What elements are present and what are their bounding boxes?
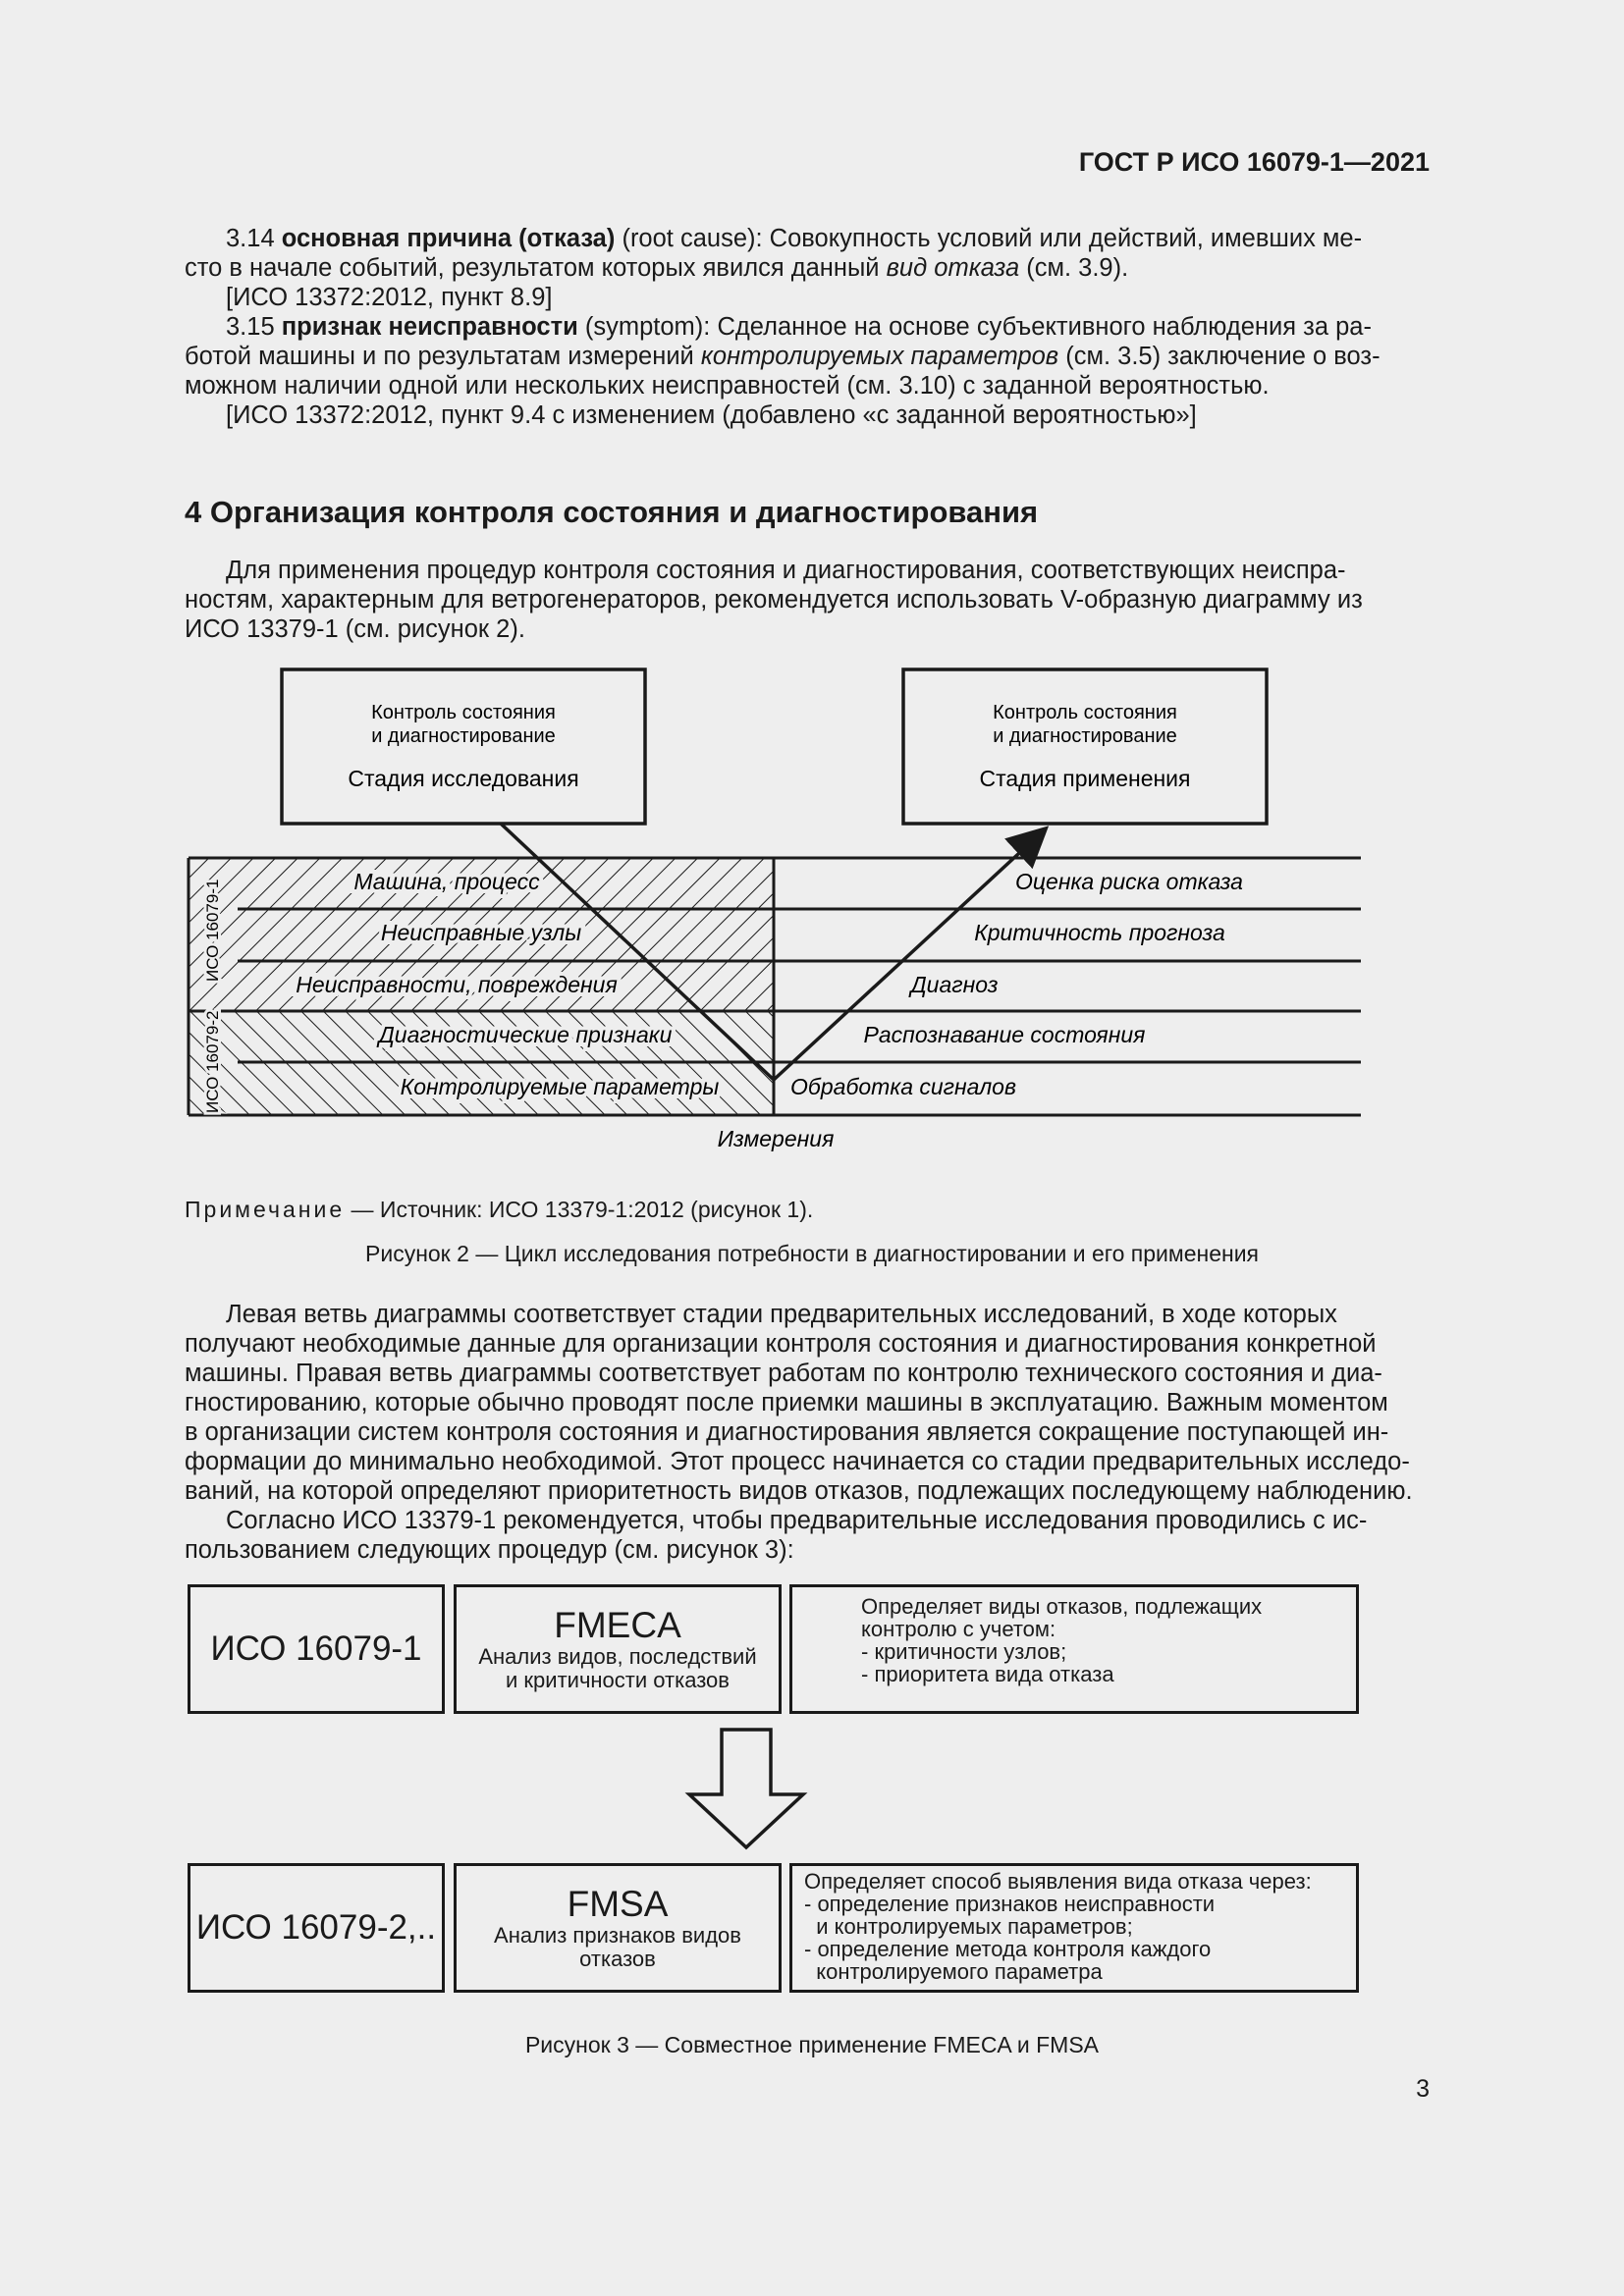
left-row-2: Неисправные узлы — [380, 920, 582, 945]
figure-2-note: Примечание — Источник: ИСО 13379-1:2012 (рисунок 1). — [185, 1197, 814, 1222]
term-root-cause: основная причина (отказа) — [281, 225, 616, 252]
section-intro: Для применения процедур контроля состояния и диагностирования, соответствующих неиспра- ностям, характерным для ветрогенераторов, рекомендуется использовать V-образную диаграмму из ИСО 13379-1 (см. рисунок 2). — [185, 557, 1363, 643]
body-paragraphs: Левая ветвь диаграммы соответствует стадии предварительных исследований, в ходе которых получают необходимые данные для организации контроля состояния и диагностирования конкретной машины. Правая ветвь диаграммы соответствует работам по контролю технического состояния и диа- гностированию, которые обычно проводят после приемки машины в эксплуатацию. Важным моментом в организации систем контроля состояния и диагностирования является сокращение поступающей ин- формации до минимально необходимой. Этот процесс начинается со стадии предварительных исследо- ваний, на которой определяют приоритетность видов отказов, подлежащих последующему наблюдению. Согласно ИСО 13379-1 рекомендуется, чтобы предварительные исследования проводились с ис- пользованием следующих процедур (см. рисунок 3): — [185, 1301, 1413, 1564]
term-symptom: признак неисправности — [281, 313, 578, 341]
research-box-line2: и диагностирование — [371, 725, 556, 747]
right-row-3: Диагноз — [910, 972, 999, 997]
definitions-block: 3.14 основная причина (отказа) (root cause): Совокупность условий или действий, имевших ме- сто в начале событий, результатом которых явился данный вид отказа (см. 3.9). [ИСО 13372:2012, пункт 8.9] 3.15 признак неисправности (symptom): Сделанное на основе субъективного наблюдения за ра- ботой машины и по результатам измерений контролируемых параметров (см. 3.5) заключение о воз- можном наличии одной или нескольких неисправностей (см. 3.10) с заданной вероятностью. [ИСО 13372:2012, пункт 9.4 с изменением (добавлено «с заданной вероятностью»] — [185, 224, 1430, 430]
research-box-stage: Стадия исследования — [348, 766, 579, 791]
fig3-fmsa-box: FMSA Анализ признаков видов отказов — [454, 1863, 782, 1993]
definition-3-15: 3.15 признак неисправности (symptom): Сделанное на основе субъективного наблюдения за ра- — [226, 313, 1372, 341]
fig3-fmeca-description: Определяет виды отказов, подлежащих контролю с учетом: - критичности узлов; - приоритета вида отказа — [789, 1584, 1359, 1714]
left-row-3: Неисправности, повреждения — [296, 972, 618, 997]
application-box-line1: Контроль состояния — [993, 702, 1177, 723]
fig3-fmsa-description: Определяет способ выявления вида отказа через: - определение признаков неисправности и контролируемых параметров; - определение метода контроля каждого контролируемого параметра — [789, 1863, 1359, 1993]
figure-2-caption: Рисунок 2 — Цикл исследования потребности в диагностировании и его применения — [365, 1241, 1259, 1266]
fig3-standard-1: ИСО 16079-1 — [188, 1584, 445, 1714]
left-row-5: Контролируемые параметры — [400, 1074, 720, 1099]
research-box-line1: Контроль состояния — [371, 702, 556, 723]
right-row-2: Критичность прогноза — [974, 920, 1225, 945]
page-number: 3 — [1416, 2075, 1430, 2103]
side-label-16079-2: ИСО 16079-2 — [203, 1010, 222, 1113]
figure-2-v-diagram — [0, 658, 1624, 1168]
right-row-5: Обработка сигналов — [790, 1074, 1016, 1099]
left-row-4: Диагностические признаки — [378, 1022, 673, 1047]
source-3-15: [ИСО 13372:2012, пункт 9.4 с изменением (добавлено «с заданной вероятностью»] — [226, 401, 1197, 429]
section-heading: 4 Организация контроля состояния и диагностирования — [185, 495, 1039, 529]
right-row-4: Распознавание состояния — [863, 1022, 1146, 1047]
left-row-1: Машина, процесс — [353, 869, 540, 894]
definition-3-14: 3.14 основная причина (отказа) (root cause): Совокупность условий или действий, имевших ме- — [226, 225, 1363, 252]
figure-3-caption: Рисунок 3 — Совместное применение FMECA и FMSA — [524, 2032, 1100, 2057]
right-row-1: Оценка риска отказа — [1015, 869, 1243, 894]
source-3-14: [ИСО 13372:2012, пункт 8.9] — [226, 284, 553, 311]
fig3-standard-2: ИСО 16079-2,.. — [188, 1863, 445, 1993]
application-box-line2: и диагностирование — [993, 725, 1177, 747]
side-label-16079-1: ИСО 16079-1 — [203, 879, 222, 982]
document-header: ГОСТ Р ИСО 16079-1—2021 — [1078, 147, 1430, 177]
down-arrow-icon — [677, 1728, 815, 1851]
measurements-label: Измерения — [717, 1126, 835, 1151]
application-box-stage: Стадия применения — [979, 766, 1191, 791]
fig3-fmeca-box: FMECA Анализ видов, последствий и критичности отказов — [454, 1584, 782, 1714]
